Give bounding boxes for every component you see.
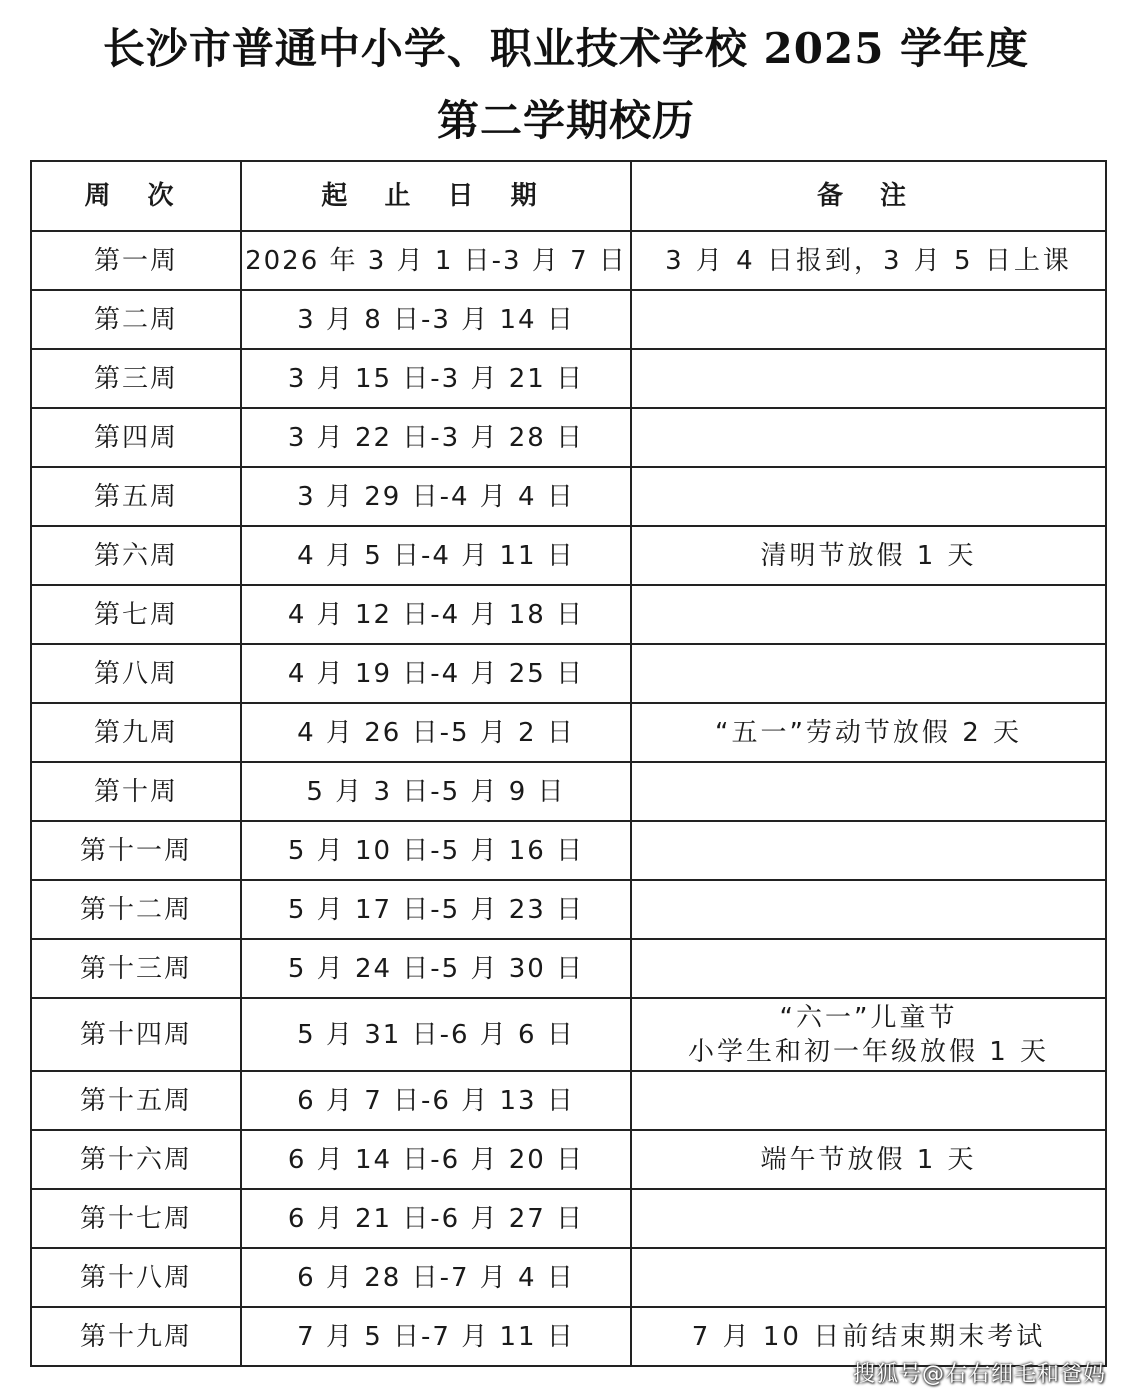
week-cell: 第三周: [31, 349, 241, 408]
watermark: 搜狐号@右右细毛和爸妈: [852, 1362, 1106, 1387]
week-cell: 第七周: [31, 585, 241, 644]
week-cell: 第十三周: [31, 939, 241, 998]
week-cell: 第九周: [31, 703, 241, 762]
week-cell: 第十五周: [31, 1071, 241, 1130]
table-row: [31, 290, 1106, 349]
note-line: 端午节放假 1 天: [760, 1144, 977, 1175]
note-cell: [631, 290, 1106, 349]
table-header-row: [31, 161, 1106, 231]
week-cell: 第十二周: [31, 880, 241, 939]
date-range-cell: 4 月 19 日-4 月 25 日: [241, 644, 631, 703]
table-row: [31, 880, 1106, 939]
note-cell: [631, 1189, 1106, 1248]
table-row: [31, 231, 1106, 290]
table-row: [31, 939, 1106, 998]
date-range-cell: 3 月 29 日-4 月 4 日: [241, 467, 631, 526]
table-body: [31, 231, 1106, 1366]
date-range-cell: 5 月 10 日-5 月 16 日: [241, 821, 631, 880]
note-cell: [631, 526, 1106, 585]
header-week: 周 次: [31, 161, 241, 231]
week-cell: 第六周: [31, 526, 241, 585]
date-range-cell: 5 月 17 日-5 月 23 日: [241, 880, 631, 939]
date-range-cell: 6 月 28 日-7 月 4 日: [241, 1248, 631, 1307]
note-cell: [631, 1130, 1106, 1189]
week-cell: 第十四周: [31, 998, 241, 1071]
note-cell: [631, 467, 1106, 526]
table-row: [31, 467, 1106, 526]
date-range-cell: 4 月 12 日-4 月 18 日: [241, 585, 631, 644]
note-line: 3 月 4 日报到，3 月 5 日上课: [665, 245, 1072, 276]
note-line: “六一”儿童节: [779, 1002, 958, 1033]
week-cell: 第十九周: [31, 1307, 241, 1366]
week-cell: 第八周: [31, 644, 241, 703]
week-cell: 第十八周: [31, 1248, 241, 1307]
week-cell: 第十周: [31, 762, 241, 821]
table-row: [31, 1130, 1106, 1189]
date-range-cell: 7 月 5 日-7 月 11 日: [241, 1307, 631, 1366]
note-line: 清明节放假 1 天: [760, 540, 977, 571]
date-range-cell: 5 月 31 日-6 月 6 日: [241, 998, 631, 1071]
note-cell: [631, 349, 1106, 408]
table-row: [31, 821, 1106, 880]
header-notes: 备 注: [631, 161, 1106, 231]
table-row: [31, 1248, 1106, 1307]
header-dates: 起 止 日 期: [241, 161, 631, 231]
date-range-cell: 3 月 15 日-3 月 21 日: [241, 349, 631, 408]
week-cell: 第十一周: [31, 821, 241, 880]
note-cell: [631, 762, 1106, 821]
document-title-line-2: 第二学期校历: [436, 96, 695, 145]
date-range-cell: 5 月 24 日-5 月 30 日: [241, 939, 631, 998]
week-cell: 第四周: [31, 408, 241, 467]
date-range-cell: 4 月 5 日-4 月 11 日: [241, 526, 631, 585]
date-range-cell: 3 月 22 日-3 月 28 日: [241, 408, 631, 467]
note-cell: [631, 1071, 1106, 1130]
note-line: 小学生和初一年级放假 1 天: [687, 1036, 1050, 1067]
note-cell: [631, 939, 1106, 998]
note-cell: [631, 585, 1106, 644]
school-calendar-table: [30, 160, 1107, 1367]
note-cell: [631, 821, 1106, 880]
note-cell: [631, 703, 1106, 762]
week-cell: 第十七周: [31, 1189, 241, 1248]
table-row: [31, 349, 1106, 408]
table-row: [31, 1189, 1106, 1248]
table-row: [31, 703, 1106, 762]
date-range-cell: 6 月 14 日-6 月 20 日: [241, 1130, 631, 1189]
table-row: [31, 998, 1106, 1071]
table-row: [31, 408, 1106, 467]
note-cell: [631, 408, 1106, 467]
table-row: [31, 644, 1106, 703]
table-row: [31, 762, 1106, 821]
date-range-cell: 5 月 3 日-5 月 9 日: [241, 762, 631, 821]
note-cell: [631, 644, 1106, 703]
table-row: [31, 585, 1106, 644]
note-cell: [631, 231, 1106, 290]
note-cell: [631, 998, 1106, 1071]
document-title-line-1: 长沙市普通中小学、职业技术学校 2025 学年度: [102, 24, 1030, 73]
week-cell: 第一周: [31, 231, 241, 290]
date-range-cell: 6 月 21 日-6 月 27 日: [241, 1189, 631, 1248]
table-row: [31, 1071, 1106, 1130]
week-cell: 第十六周: [31, 1130, 241, 1189]
note-line: “五一”劳动节放假 2 天: [714, 717, 1022, 748]
date-range-cell: 3 月 8 日-3 月 14 日: [241, 290, 631, 349]
note-cell: [631, 880, 1106, 939]
date-range-cell: 2026 年 3 月 1 日-3 月 7 日: [241, 231, 631, 290]
date-range-cell: 4 月 26 日-5 月 2 日: [241, 703, 631, 762]
date-range-cell: 6 月 7 日-6 月 13 日: [241, 1071, 631, 1130]
note-line: 7 月 10 日前结束期末考试: [691, 1321, 1046, 1352]
week-cell: 第五周: [31, 467, 241, 526]
note-cell: [631, 1248, 1106, 1307]
week-cell: 第二周: [31, 290, 241, 349]
table-row: [31, 526, 1106, 585]
